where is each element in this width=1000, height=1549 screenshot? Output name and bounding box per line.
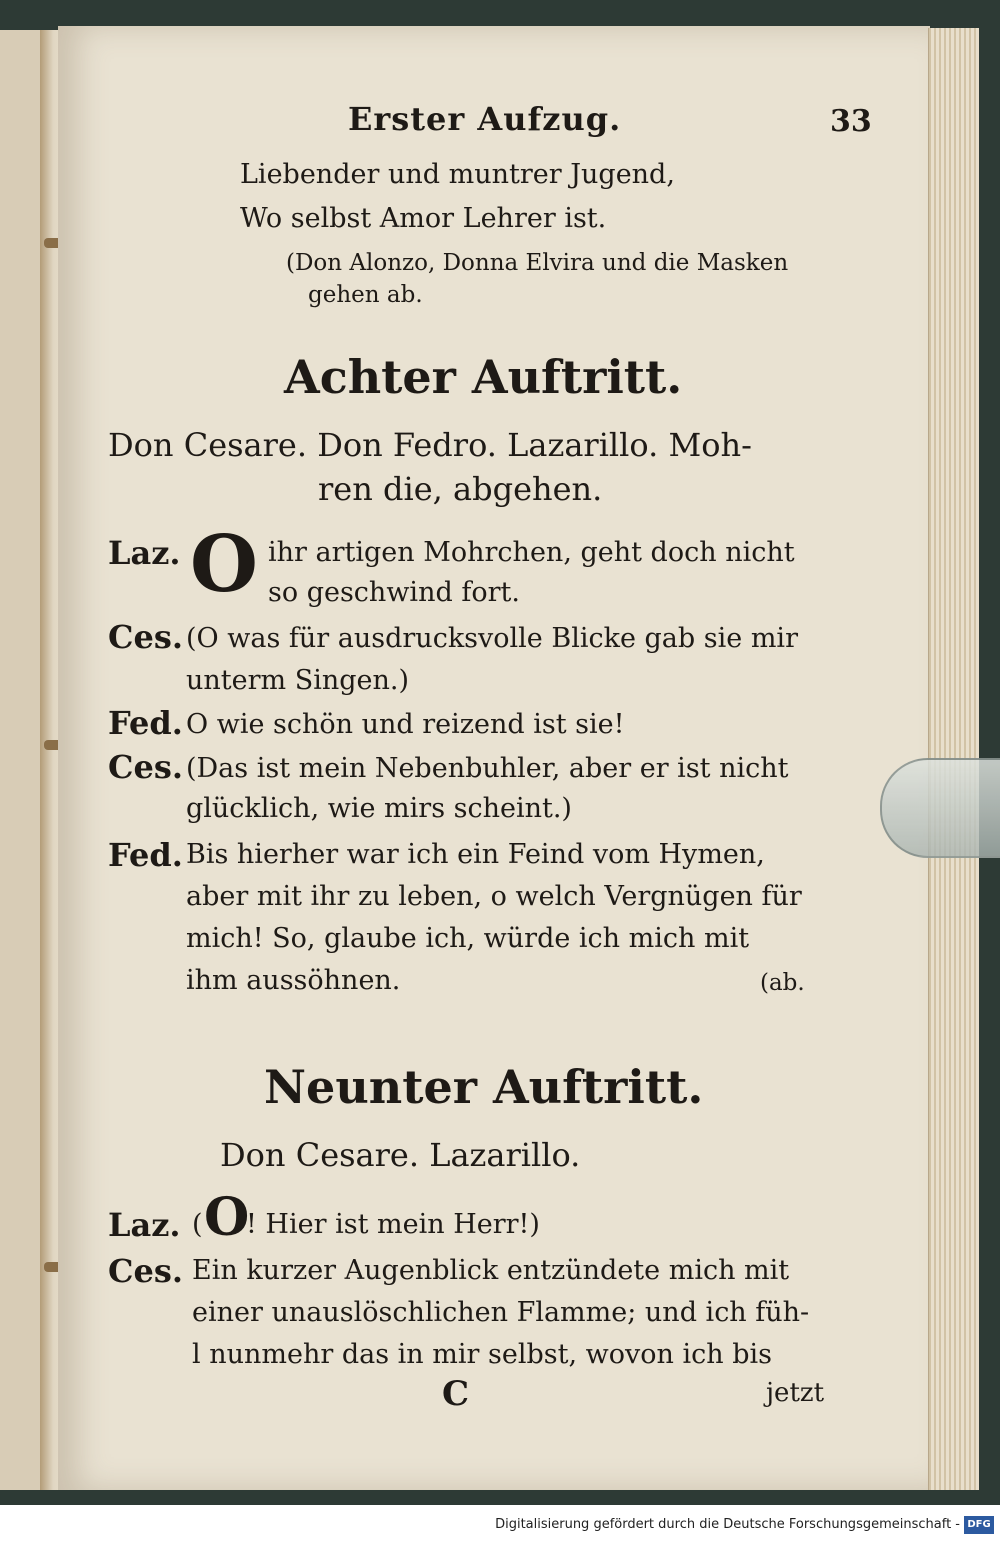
verse-line: Liebender und muntrer Jugend,	[240, 159, 675, 190]
stage-direction: (Don Alonzo, Donna Elvira und die Masken	[286, 250, 789, 276]
speaker-label: Ces.	[108, 748, 183, 786]
scene-heading: Achter Auftritt.	[284, 350, 683, 404]
speaker-label: Ces.	[108, 618, 183, 656]
drop-initial: O	[190, 519, 258, 610]
dfg-logo-icon: DFG	[964, 1516, 994, 1534]
speaker-label: Laz.	[108, 1206, 181, 1244]
book-page	[58, 26, 930, 1490]
funding-credit: Digitalisierung gefördert durch die Deutsche Forschungsgemeinschaft -	[495, 1517, 960, 1532]
signature-mark: C	[442, 1374, 470, 1414]
stage-direction: gehen ab.	[308, 282, 423, 308]
verse-line: Wo selbst Amor Lehrer ist.	[240, 203, 607, 234]
speaker-label: Laz.	[108, 534, 181, 572]
dialogue-line: l nunmehr das in mir selbst, wovon ich bis	[192, 1339, 772, 1370]
page-content	[58, 26, 930, 1490]
dialogue-line: ihm aussöhnen.	[186, 965, 401, 996]
dialogue-line: so geschwind fort.	[268, 577, 520, 608]
dialogue-line: (Das ist mein Nebenbuhler, aber er ist nicht	[186, 753, 789, 784]
footer-bar	[0, 1505, 1000, 1549]
dialogue-line: einer unauslöschlichen Flamme; und ich füh-	[192, 1297, 810, 1328]
dialogue-line: (O was für ausdrucksvolle Blicke gab sie mir	[186, 623, 798, 654]
scene-heading: Neunter Auftritt.	[264, 1060, 704, 1114]
dialogue-line: Ein kurzer Augenblick entzündete mich mit	[192, 1255, 790, 1286]
speaker-label: Fed.	[108, 704, 183, 742]
dialogue-line: aber mit ihr zu leben, o welch Vergnügen für	[186, 881, 802, 912]
cast-list: Don Cesare. Don Fedro. Lazarillo. Moh-	[108, 426, 752, 464]
catchword: jetzt	[766, 1378, 825, 1408]
running-head: Erster Aufzug.	[348, 100, 622, 138]
dialogue-line: mich! So, glaube ich, würde ich mich mit	[186, 923, 750, 954]
stage-direction: (ab.	[760, 970, 805, 996]
speaker-label: Fed.	[108, 836, 183, 874]
page-number: 33	[830, 104, 872, 139]
dialogue-line: O wie schön und reizend ist sie!	[186, 709, 625, 740]
cast-list: ren die, abgehen.	[318, 470, 603, 508]
drop-initial: O	[204, 1187, 250, 1248]
dialogue-line: ihr artigen Mohrchen, geht doch nicht	[268, 537, 795, 568]
cast-list: Don Cesare. Lazarillo.	[220, 1136, 581, 1174]
page-clip	[880, 758, 1000, 858]
dialogue-line: (	[192, 1209, 203, 1240]
dialogue-line: glücklich, wie mirs scheint.)	[186, 793, 572, 824]
dialogue-line: unterm Singen.)	[186, 665, 409, 696]
dialogue-line: Bis hierher war ich ein Feind vom Hymen,	[186, 839, 765, 870]
speaker-label: Ces.	[108, 1252, 183, 1290]
dialogue-line: ! Hier ist mein Herr!)	[246, 1209, 540, 1240]
